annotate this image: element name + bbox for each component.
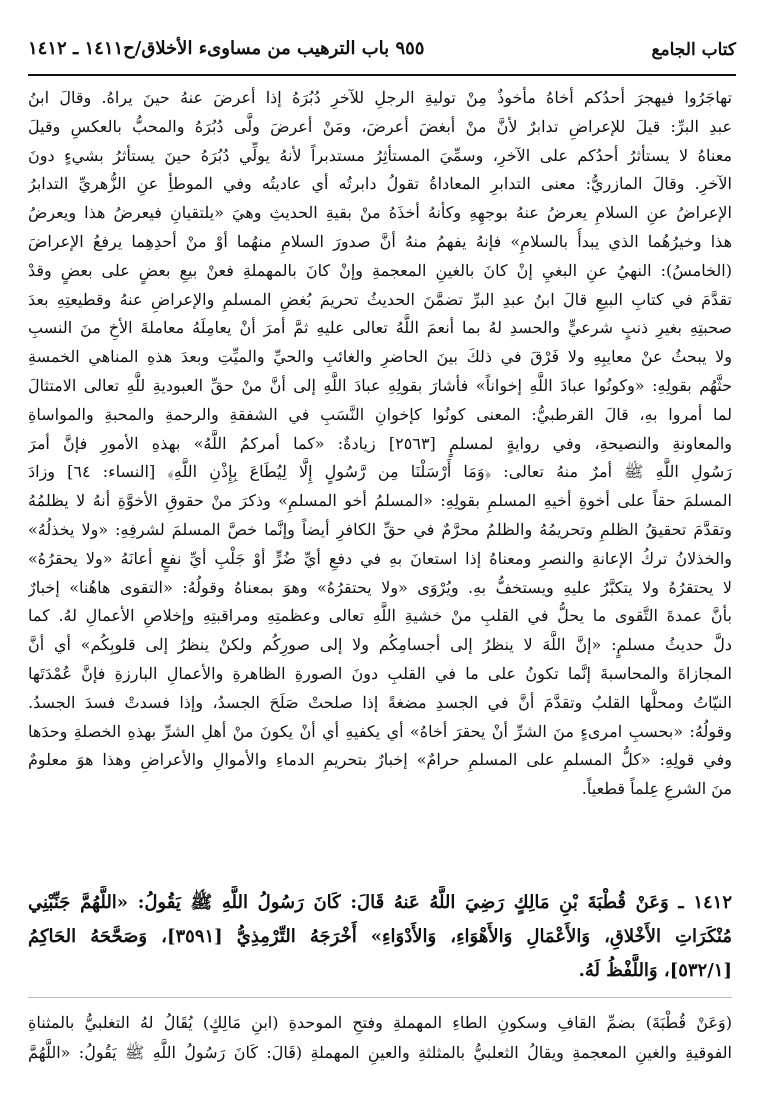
commentary-line: عبدِ البرِّ: قيلَ للإعراضِ تدابرٌ لأنَّ منْ أبغضَ أعرضَ، ومَنْ أعرضَ ولَّى دُبُرَهُ والمحبُّ بالعكسِ وقيلَ bbox=[28, 116, 732, 136]
commentary-line: صحبتِهِ بغيرِ ذنبٍ شرعيٍّ والحسدِ لهُ بما أنعمَ اللَّهُ تعالى عليهِ ثمَّ أمرَ أنْ يعامِلَهُ معاملةَ الأخِ منَ النسبِ bbox=[28, 318, 732, 338]
commentary-line: والمعاونةِ والنصيحةِ، وفي روايةٍ لمسلمٍ [٢٥٦٣] زيادةٌ: «كما أمركمُ اللَّهُ» بهذهِ الأمورِ فإنَّ أمرَ bbox=[28, 433, 732, 453]
commentary-line: معناهُ لا يستأثرُ أحدُكم على الآخرِ، وسمِّيَ المستأثِرُ مستدبراً لأنهُ يولِّي دُبُرَهُ حينَ يستأثرُ بشيءٍ دونَ bbox=[28, 145, 732, 165]
commentary-line: هذا وخيرُهُما الذي يبدأُ بالسلامِ» فإنهُ يفهمُ منهُ أنَّ صدورَ السلامِ منهُما أوْ منْ أحدِهِما يرفعُ الإعراضَ bbox=[28, 231, 732, 251]
commentary-line: (الخامسُ): النهيُ عنِ البغيِ إنْ كانَ بالغينِ المعجمةِ وإنْ كانَ بالمهملةِ فعنْ بيعِ بعضٍ على بعضٍ وقدْ bbox=[28, 260, 732, 280]
explanation-line: (وَعَنْ قُطْبَةَ) بضمِّ القافِ وسكونِ الطاءِ المهملةِ وفتحِ الموحدةِ (ابنِ مَالِكٍ) يُقَالُ لهُ التغلبيُّ بالمثناةِ bbox=[28, 1013, 732, 1032]
section-divider bbox=[28, 997, 732, 998]
commentary-line: رَسُولِ اللَّهِ ﷺ أمرٌ منهُ تعالى: ﴿وَمَا أَرْسَلْنَا مِن رَّسُولٍ إِلَّا لِيُطَاعَ بِإِذْنِ اللَّهِ﴾ [النساء: ٦٤] وزادَ bbox=[28, 462, 732, 482]
hadith-line: [٥٣٢/١]، وَاللَّفْظُ لَهُ. bbox=[578, 960, 732, 981]
commentary-line: لا يحتقرُهُ ولا يتكبَّرُ عليهِ ويستخفُّ بهِ. ويُرْوَى «ولا يحتقرُهُ» وهوَ بمعناهُ وقولُهُ: «التقوى هاهُنا» إخبارٌ bbox=[28, 577, 732, 597]
commentary-line: دلَّ حديثُ مسلمٍ: «إنَّ اللَّهَ لا ينظرُ إلى أجسامِكُم ولا إلى صورِكُم ولكنْ ينظرُ إلى قلوبِكُم» أي أنَّ bbox=[28, 635, 732, 655]
book-title: كتاب الجامع bbox=[651, 40, 736, 60]
commentary-line: الإعراضُ عنِ السلامِ يعرضُ عنهُ بوجهِهِ وكأنهُ أخذَهُ منْ بقيةِ الحديثِ وهيَ «يلتقيانِ فيعرضُ هذا ويعرضُ bbox=[28, 203, 732, 223]
commentary-line: بأنَّ عمدةَ التَّقوى ما يحلُّ في القلبِ منْ خشيةِ اللَّهِ تعالى وعظمتِهِ ومراقبتِهِ وإخلاصِ الأعمالِ لهُ. كما bbox=[28, 606, 732, 626]
commentary-line: المسلمَ حقاً على أخوةِ أخيهِ المسلمِ بقولِهِ: «المسلمُ أخو المسلمِ» وذكرَ منْ حقوقِ الأخوَّةِ أنهُ لا يظلمُهُ bbox=[28, 491, 732, 511]
commentary-line: لما أمروا بهِ، قالَ القرطبيُّ: المعنى كونُوا كإخوانِ النَّسَبِ في الشفقةِ والرحمةِ والمحبةِ والمواساةِ bbox=[28, 404, 732, 424]
commentary-line: النيّاتُ ومحلُّها القلبُ وتقدَّمَ أنَّ في الجسدِ مضغةً إذا صلحتْ صَلَحَ الجسدُ، وإذا فسدتْ فسدَ الجسدُ. bbox=[28, 692, 732, 712]
explanation-text bbox=[28, 1008, 732, 1068]
commentary-line: الآخرِ. وقالَ المازريُّ: معنى التدابرِ المعاداةُ تقولُ دابرتُه أي عاديتُه وفي الموطأِ عنِ الزُّهريِّ التدابرُ bbox=[28, 174, 732, 194]
commentary-line: حثَّهُم بقولِهِ: «وكونُوا عبادَ اللَّهِ إخواناً» فأشارَ بقولِهِ عبادَ اللَّهِ إلى أنَّ منْ حقِّ العبوديةِ للَّهِ تعالى الامتثالَ bbox=[28, 375, 732, 395]
commentary-line: وتقدَّمَ تحقيقُ الظلمِ وتحريمُهُ والظلمُ محرَّمٌ في حقِّ الكافرِ أيضاً وإنَّما خصَّ المسلمَ لشرفِهِ: «ولا يخذلُهُ» bbox=[28, 519, 732, 539]
commentary-line: والخذلانُ تركُ الإعانةِ والنصرِ ومعناهُ إذا استعانَ بهِ في دفعِ أيِّ ضُرٍّ أوْ جَلْبِ أيِّ نفعٍ أعانَهُ «ولا يحقرُهُ» bbox=[28, 548, 732, 568]
commentary-line: تهاجَرُوا فيهجرَ أحدُكم أخاهُ مأخوذٌ مِنْ توليةِ الرجلِ للآخرِ دُبُرَهُ إذا أعرضَ عنهُ حينَ يراهُ. وقالَ ابنُ bbox=[28, 88, 732, 107]
explanation-line: الفوقيةِ والغينِ المعجمةِ ويقالُ الثعلبيُّ بالمثلثةِ والعينِ المهملةِ (قَالَ: كَانَ رَسُولُ اللَّهِ ﷺ يَقُولُ: «اللَّهُمَّ bbox=[28, 1043, 732, 1062]
hadith-block bbox=[28, 886, 732, 988]
commentary-line: وقولُهُ: «بحسبِ امرىءٍ منَ الشرِّ أنْ يحقرَ أخاهُ» أي يكفيهِ أي أنْ يكونَ منْ أهلِ الشرِّ بهذهِ الخصلةِ وحدَها bbox=[28, 721, 732, 741]
commentary-line: المجازاةَ والمحاسبةَ إنَّما تكونُ على ما في القلبِ دونَ الصورةِ الظاهرةِ والأعمالِ البارزةِ فإنَّ عُمْدَتَها bbox=[28, 663, 732, 683]
hadith-line: ١٤١٢ ـ وَعَنْ قُطْبَةَ بْنِ مَالِكٍ رَضِيَ اللَّهُ عَنهُ قَالَ: كَانَ رَسُولُ اللَّهِ ﷺ يَقُولُ: «اللَّهُمَّ جَنِّبْنِي bbox=[28, 892, 732, 913]
commentary-line: وفي قولِهِ: «كلُّ المسلمِ على المسلمِ حرامٌ» إخبارٌ بتحريمِ الدماءِ والأموالِ والأعراضِ وهذا هوَ معلومٌ bbox=[28, 750, 732, 770]
chapter-title: ٩٥٥ باب الترهيب من مساوىء الأخلاق/ح١٤١١ ـ ١٤١٢ bbox=[28, 38, 425, 59]
commentary-text bbox=[28, 84, 732, 804]
hadith-line: مُنْكَرَاتِ الأَخْلاقِ، وَالأَعْمَالِ وَالأَهْوَاءِ، وَالأَدْوَاءِ» أَخْرَجَهُ التِّرْمِذِيُّ [٣٥٩١]، وَصَحَّحَهُ الحَاكِمُ bbox=[28, 926, 732, 947]
running-header bbox=[28, 34, 736, 76]
commentary-line: تقدَّمَ في كتابِ البيعِ قالَ ابنُ عبدِ البرِّ تضمَّنَ الحديثُ تحريمَ بُغضِ المسلمِ والإعراضِ عنهُ وقطيعتِهِ بعدَ bbox=[28, 289, 732, 309]
commentary-line: منَ الشرعِ عِلماً قطعياً. bbox=[581, 779, 732, 799]
commentary-line: ولا يبحثُ عنْ معايبِهِ ولا فَرْقَ في ذلكَ بينَ الحاضرِ والغائبِ والحيِّ والميِّتِ وبعدَ هذهِ المناهي الخمسةِ bbox=[28, 347, 732, 367]
